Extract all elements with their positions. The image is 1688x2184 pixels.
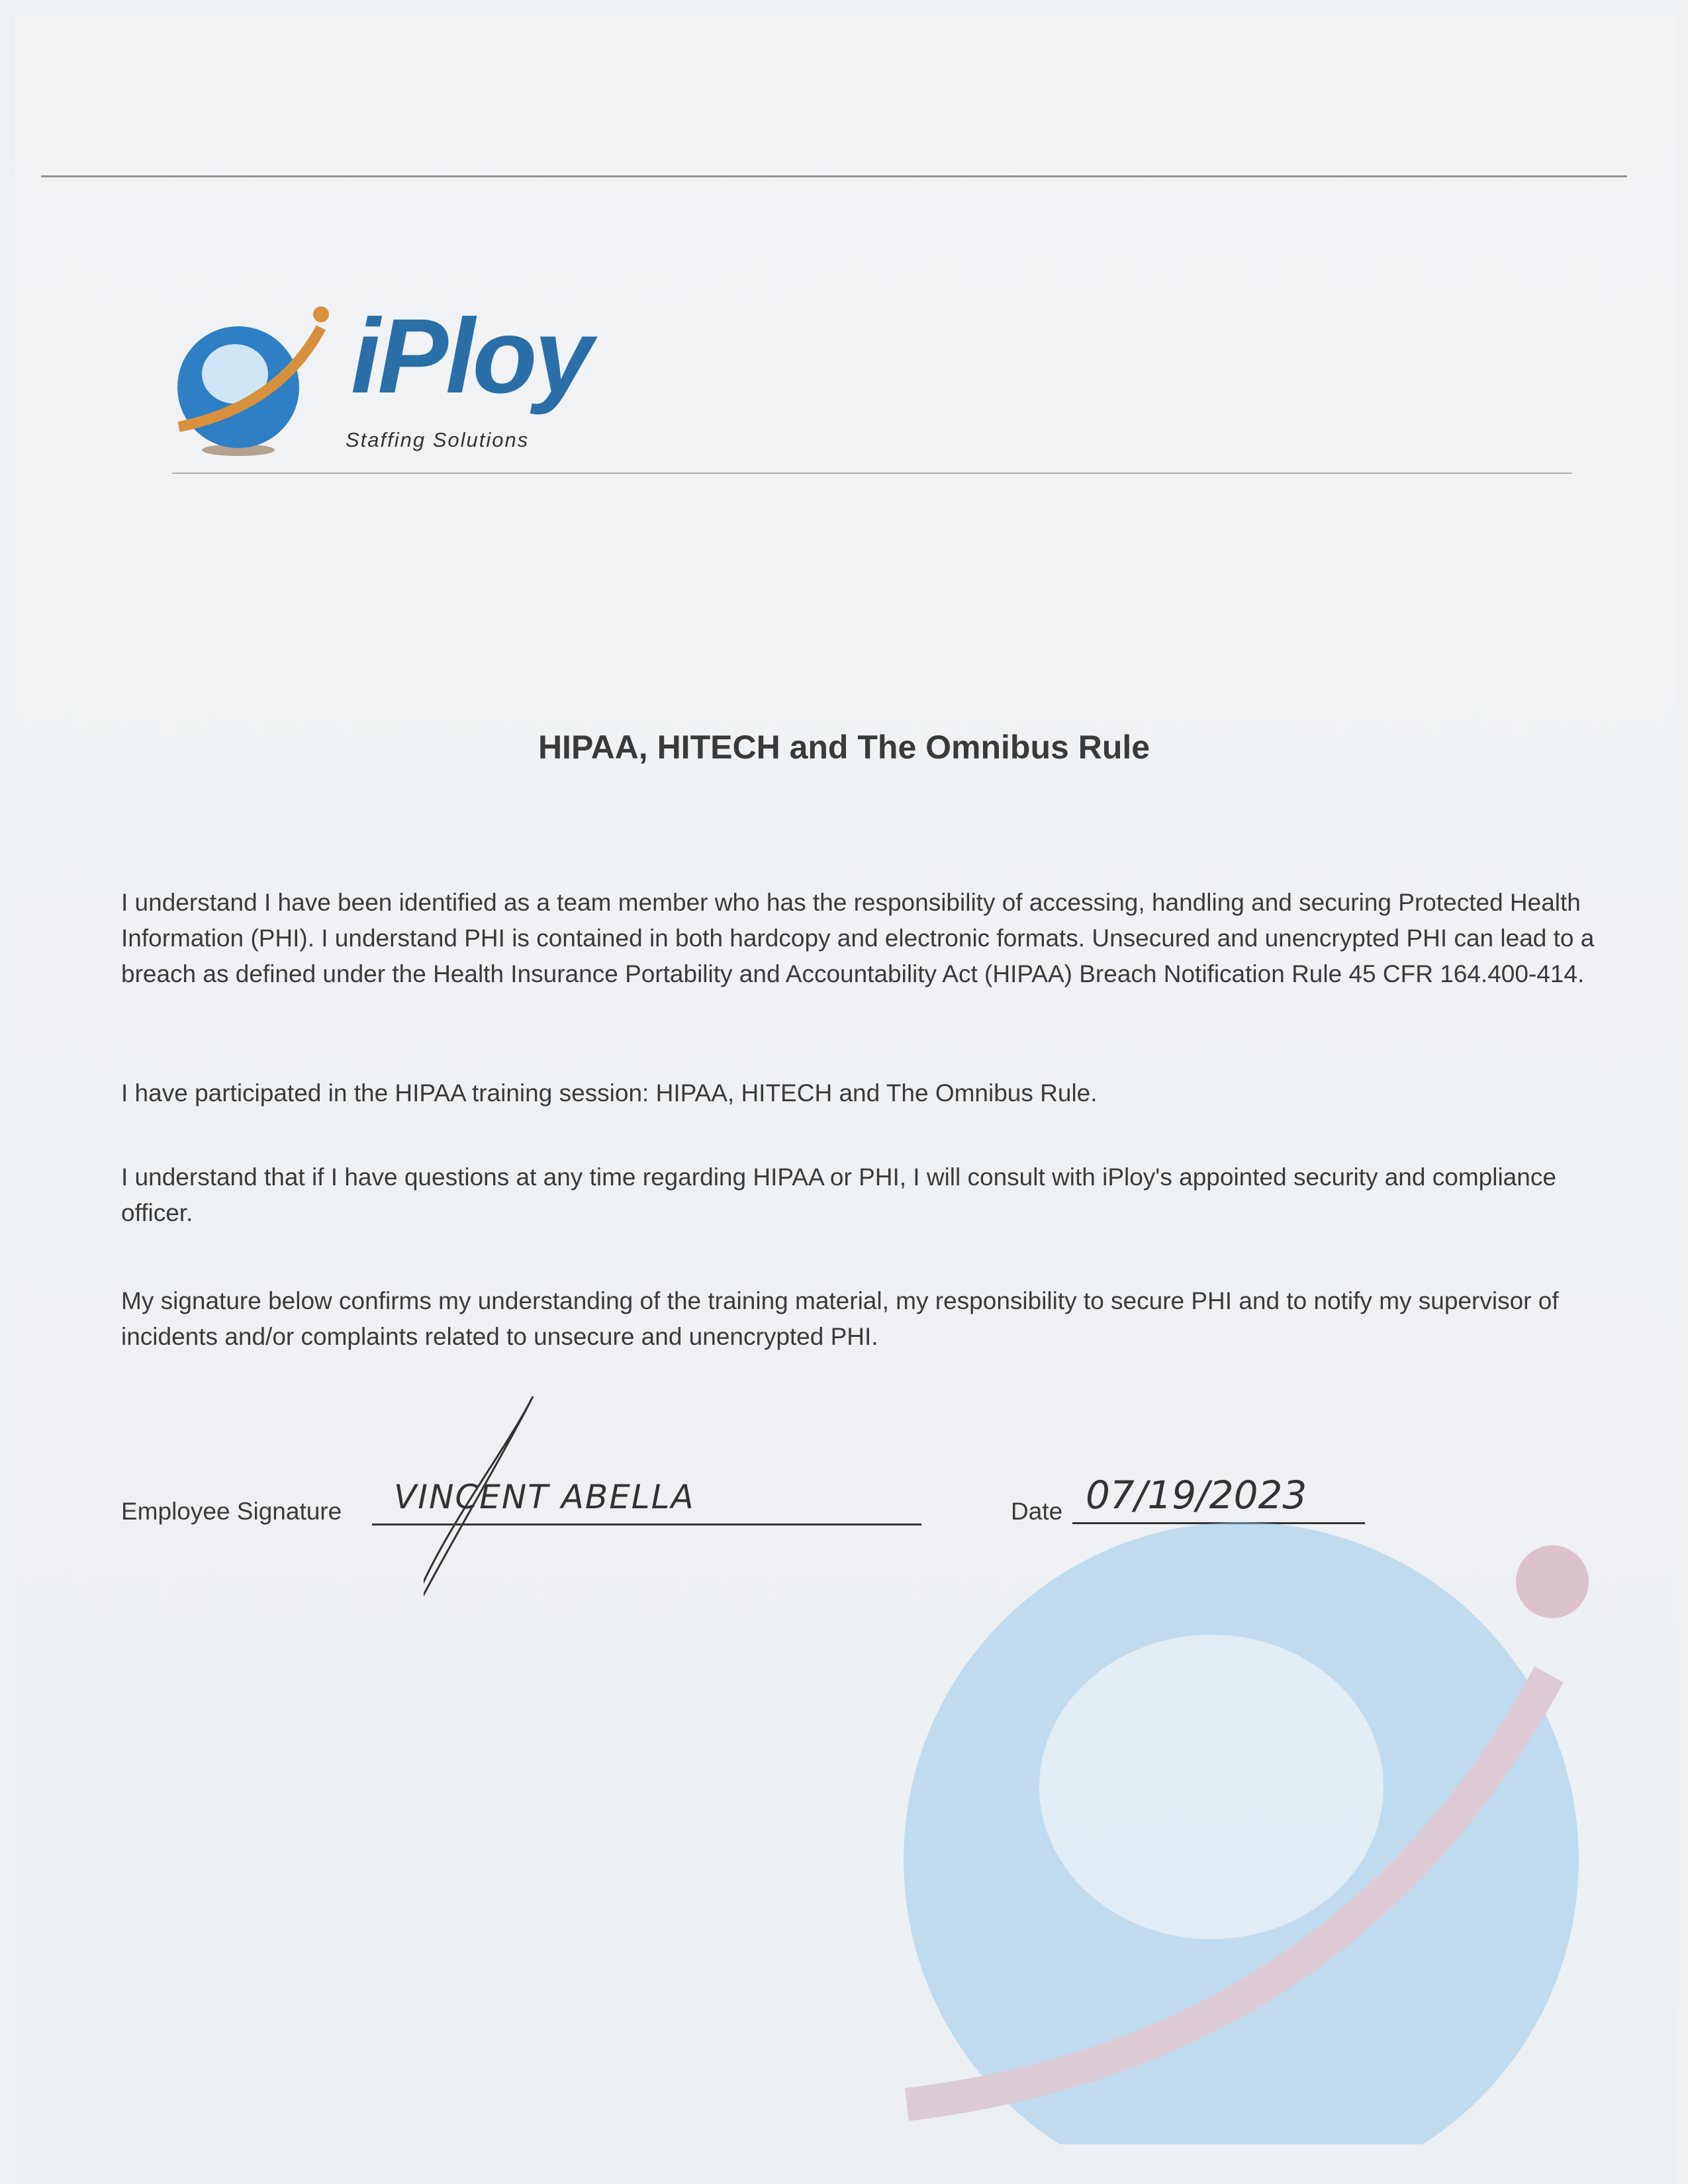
- document-title: HIPAA, HITECH and The Omnibus Rule: [538, 729, 1150, 766]
- paragraph-questions: I understand that if I have questions at any time regarding HIPAA or PHI, I will consult with iPloy's appointed security and compliance officer.: [121, 1163, 1556, 1226]
- paragraph-confirmation: My signature below confirms my understanding of the training material, my responsibility to secure PHI and to notify my supervisor of incidents and/or complaints related to unsecure and unencrypted PHI.: [121, 1287, 1559, 1350]
- date-label: Date: [1011, 1498, 1063, 1525]
- paragraph-training: I have participated in the HIPAA training session: HIPAA, HITECH and The Omnibus Rule.: [121, 1079, 1098, 1107]
- logo-tagline: Staffing Solutions: [346, 428, 530, 451]
- signature-value: VINCENT ABELLA: [394, 1478, 695, 1516]
- signature-label: Employee Signature: [121, 1498, 342, 1525]
- company-logo: [172, 296, 649, 467]
- globe-watermark-icon: [880, 1509, 1609, 2144]
- top-rule: [41, 175, 1627, 177]
- signature-flourish: [424, 1390, 556, 1655]
- header-rule: [172, 473, 1572, 474]
- globe-logo-icon: [172, 301, 344, 460]
- logo-brand: iPloy: [351, 296, 591, 415]
- date-value: 07/19/2023: [1086, 1473, 1307, 1518]
- paragraph-phi: I understand I have been identified as a team member who has the responsibility of accessing, handling and securing Protected Health Information (PHI). I understand PHI is contained in both hardcopy and electronic formats. Unsecured and unencrypted PHI can lead to a breach as defined under the Health Insurance Portability and Accountability Act (HIPAA) Breach Notification Rule 45 CFR 164.400-414.: [121, 889, 1595, 987]
